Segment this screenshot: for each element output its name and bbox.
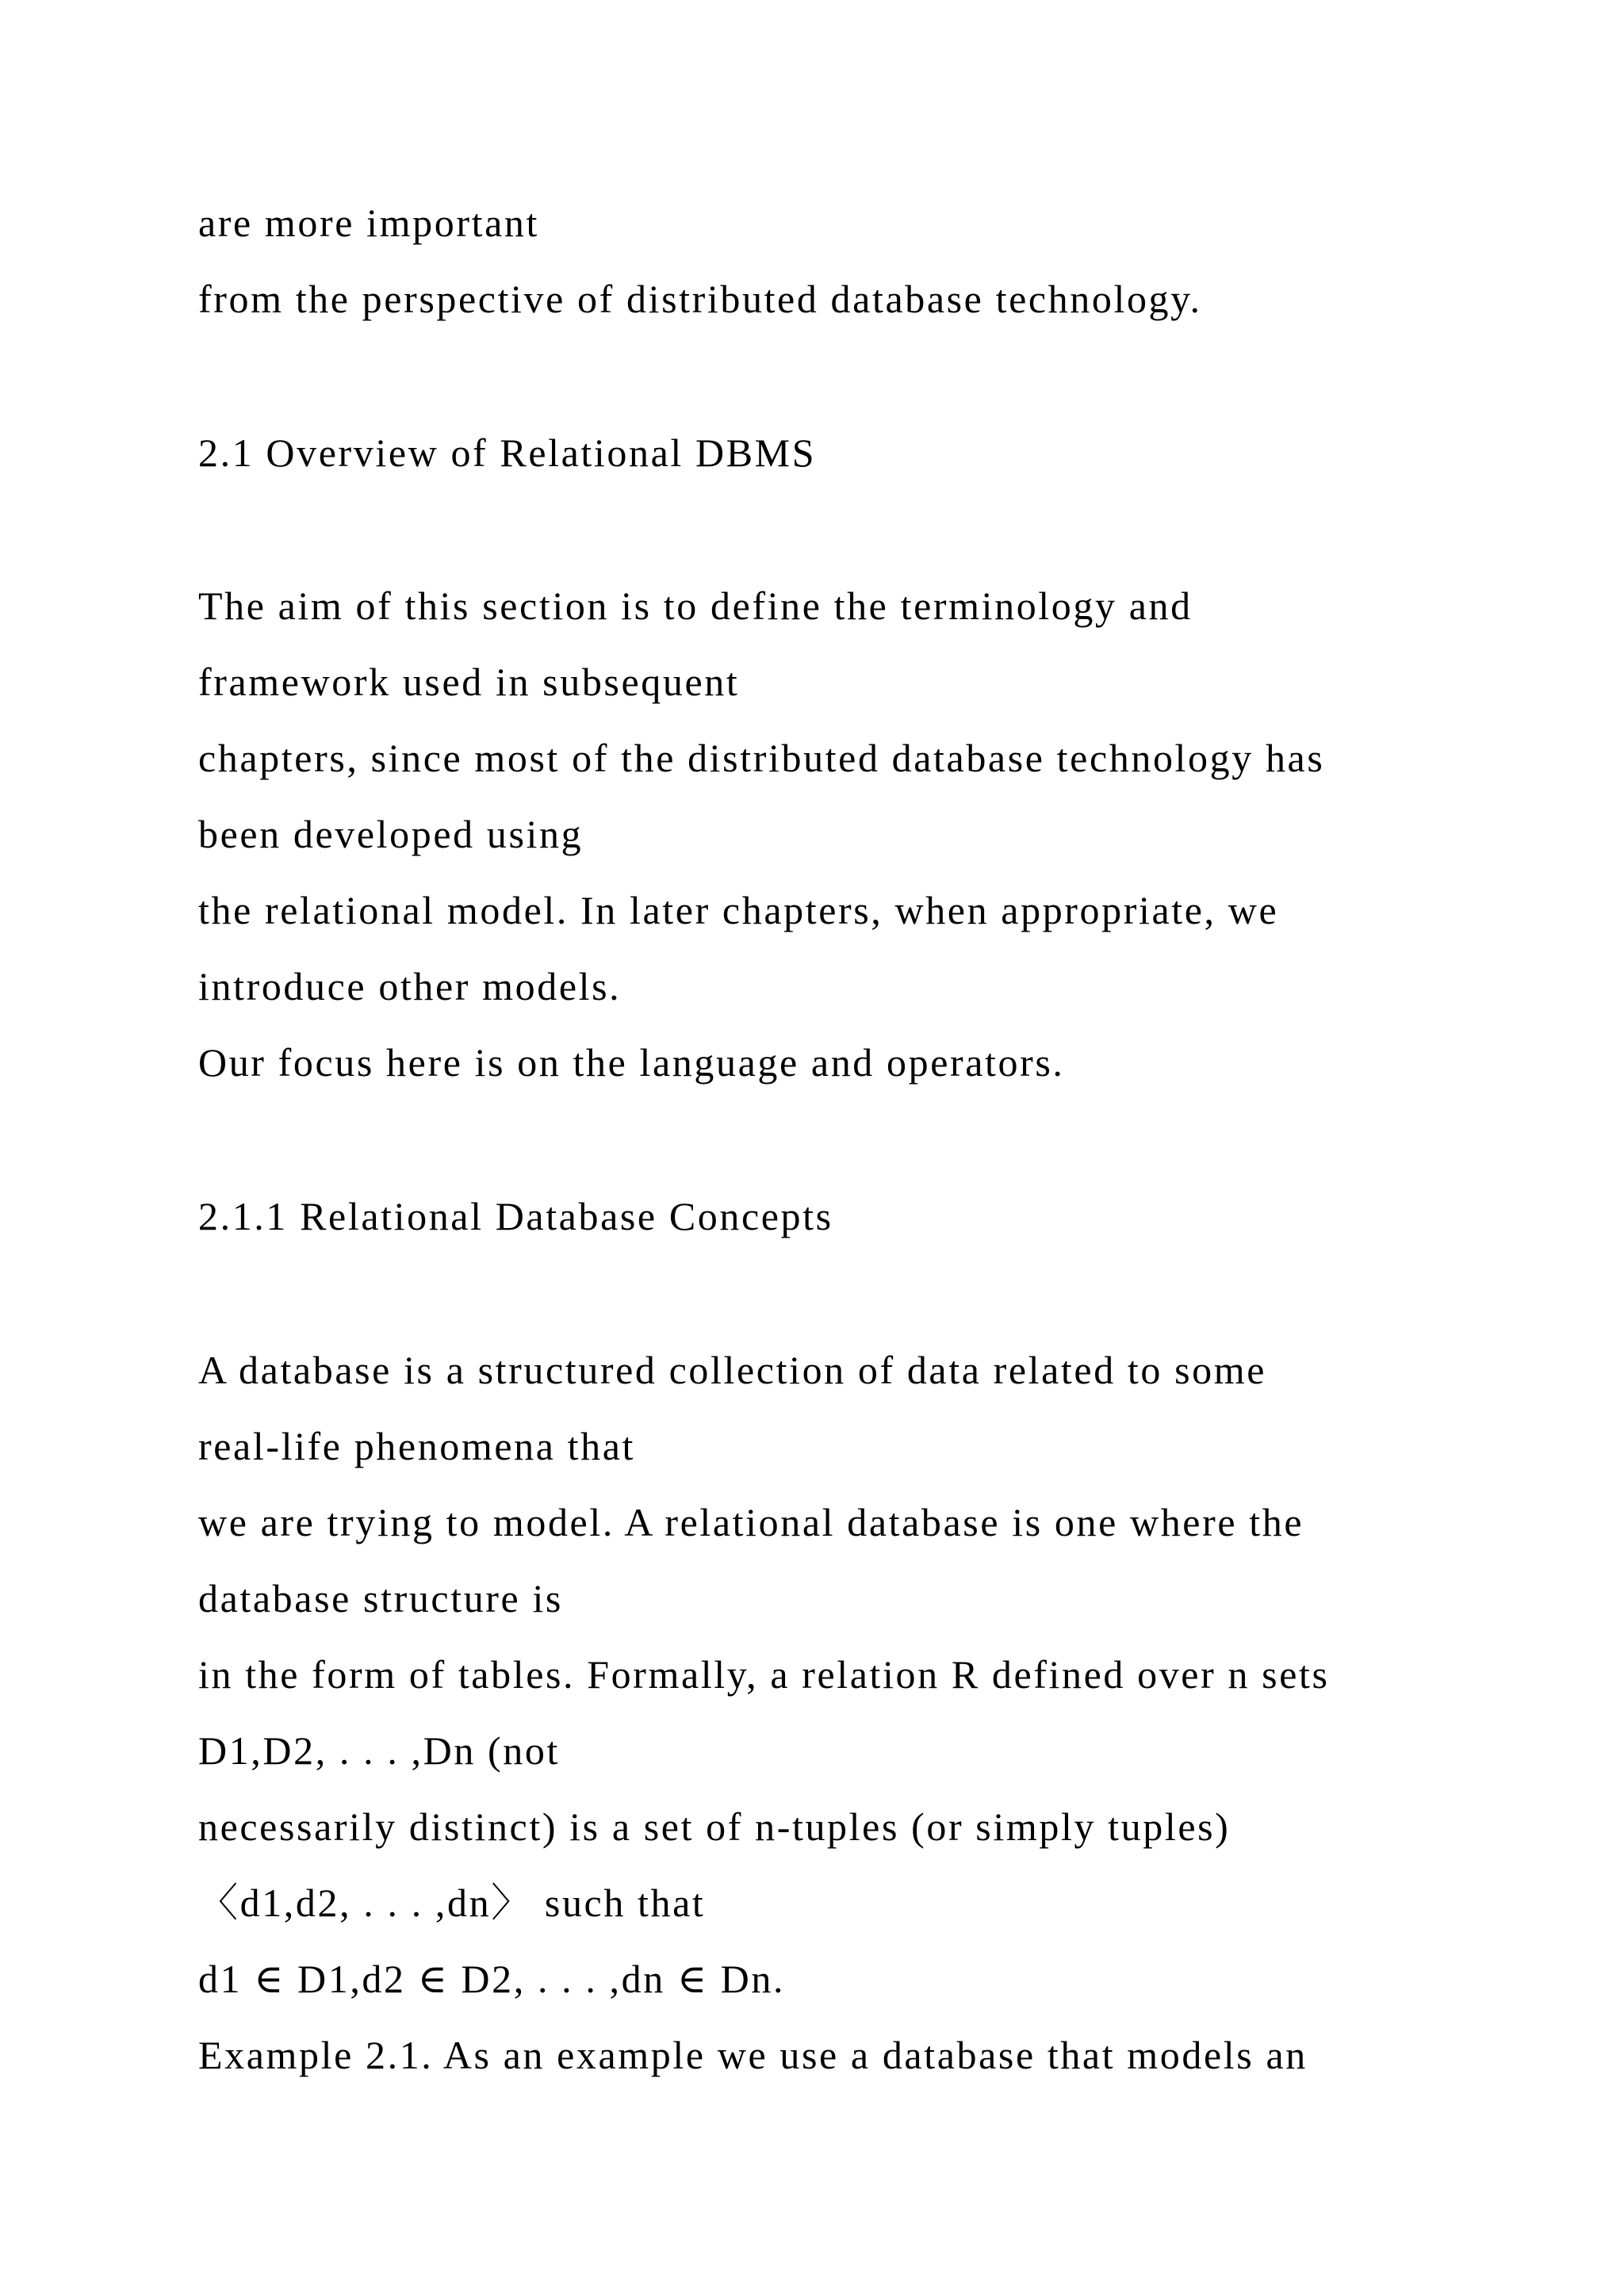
text-line: A database is a structured collection of data related to some bbox=[198, 1348, 1267, 1392]
text-line: introduce other models. bbox=[198, 964, 622, 1008]
text-line: D1,D2, . . . ,Dn (not bbox=[198, 1728, 560, 1773]
text-line: database structure is bbox=[198, 1576, 563, 1621]
text-line: Our focus here is on the language and operators. bbox=[198, 1040, 1065, 1085]
text-line: chapters, since most of the distributed database technology has bbox=[198, 736, 1325, 780]
text-line: are more important bbox=[198, 201, 539, 245]
text-line: d1 ∈ D1,d2 ∈ D2, . . . ,dn ∈ Dn. bbox=[198, 1957, 786, 2001]
subsection-heading: 2.1.1 Relational Database Concepts bbox=[198, 1194, 833, 1238]
text-line: from the perspective of distributed database technology. bbox=[198, 277, 1202, 321]
text-line: been developed using bbox=[198, 812, 584, 856]
text-line: in the form of tables. Formally, a relation R defined over n sets bbox=[198, 1652, 1330, 1697]
text-line: Example 2.1. As an example we use a database that models an bbox=[198, 2033, 1308, 2077]
text-line: real-life phenomena that bbox=[198, 1424, 636, 1468]
text-line: The aim of this section is to define the terminology and bbox=[198, 584, 1193, 628]
text-line: we are trying to model. A relational database is one where the bbox=[198, 1500, 1304, 1544]
text-line: the relational model. In later chapters, when appropriate, we bbox=[198, 888, 1279, 932]
section-heading: 2.1 Overview of Relational DBMS bbox=[198, 430, 817, 475]
text-line: 〈d1,d2, . . . ,dn〉 such that bbox=[198, 1881, 706, 1925]
text-line: framework used in subsequent bbox=[198, 660, 740, 704]
text-line: necessarily distinct) is a set of n-tuples (or simply tuples) bbox=[198, 1804, 1231, 1849]
